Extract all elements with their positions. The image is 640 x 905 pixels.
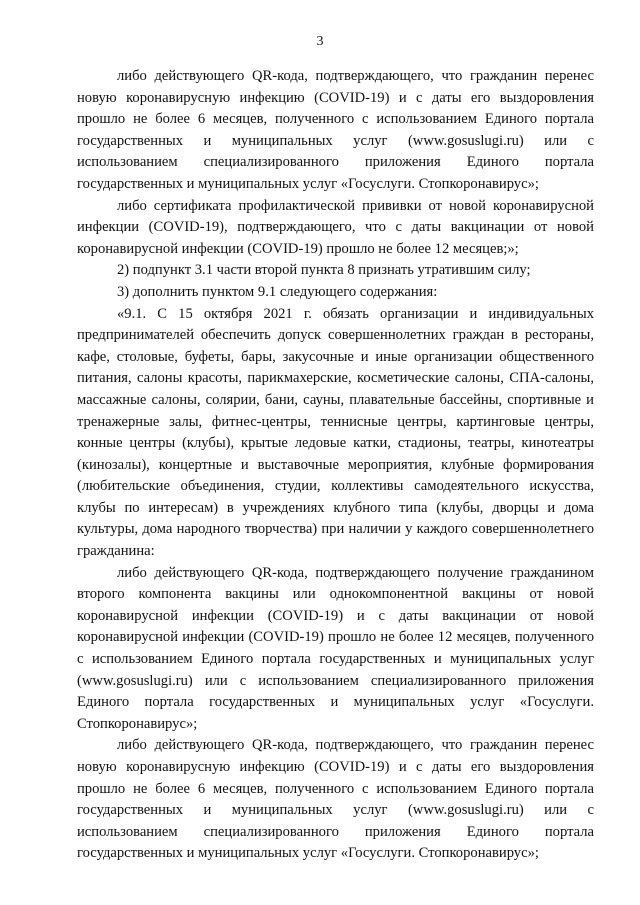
paragraph-vaccination-certificate: либо сертификата профилактической прививки от новой коронавирусной инфекции (COVID-19), подтверждающего, что с даты вакцинации от новой коронавирусной инфекции (COVID-19) прошло не более 12 месяцев;»;	[77, 197, 594, 257]
document-body	[77, 66, 594, 865]
paragraph-subclause-repeal: 2) подпункт 3.1 части второй пункта 8 признать утратившим силу;	[117, 262, 531, 279]
paragraph-clause-9-1: «9.1. С 15 октября 2021 г. обязать организации и индивидуальных предпринимателей обеспечить допуск совершеннолетних граждан в рестораны, кафе, столовые, буфеты, бары, закусочные и иные организации общественного питания, салоны красоты, парикмахерские, косметические салоны, СПА-салоны, массажные салоны, солярии, бани, сауны, плавательные бассейны, спортивные и тренажерные залы, фитнес-центры, теннисные центры, картинговые центры, конные центры (клубы), крытые ледовые катки, стадионы, театры, кинотеатры (кинозалы), концертные и выставочные мероприятия, клубные формирования (любительские объединения, студии, коллективы самодеятельного искусства, клубы по интересам) в учреждениях клубного типа (клубы, дворцы и дома культуры, дома народного творчества) при наличии у каждого совершеннолетнего гражданина:	[77, 305, 594, 560]
paragraph-qr-recovery-repeat: либо действующего QR-кода, подтверждающего, что гражданин перенес новую коронавирусную инфекцию (COVID-19) и с даты его выздоровления прошло не более 6 месяцев, полученного с использованием Единого портала государственных и муниципальных услуг (www.gosuslugi.ru) или с использованием специализированного приложения Единого портала государственных и муниципальных услуг «Госуслуги. Стопкоронавирус»;	[77, 737, 594, 862]
paragraph-add-clause: 3) дополнить пунктом 9.1 следующего содержания:	[117, 283, 438, 300]
paragraph-qr-vaccination: либо действующего QR-кода, подтверждающего получение гражданином второго компонента вакцины или однокомпонентной вакцины от новой коронавирусной инфекции (COVID-19) и с даты вакцинации от новой коронавирусной инфекции (COVID-19) прошло не более 12 месяцев, полученного с использованием Единого портала государственных и муниципальных услуг (www.gosuslugi.ru) или с использованием специализированного приложения Единого портала государственных и муниципальных услуг «Госуслуги. Стопкоронавирус»;	[77, 564, 594, 732]
paragraph-qr-recovery: либо действующего QR-кода, подтверждающего, что гражданин перенес новую коронавирусную инфекцию (COVID-19) и с даты его выздоровления прошло не более 6 месяцев, полученного с использованием Единого портала государственных и муниципальных услуг (www.gosuslugi.ru) или с использованием специализированного приложения Единого портала государственных и муниципальных услуг «Госуслуги. Стопкоронавирус»;	[77, 68, 594, 192]
page-number: 3	[316, 34, 324, 49]
